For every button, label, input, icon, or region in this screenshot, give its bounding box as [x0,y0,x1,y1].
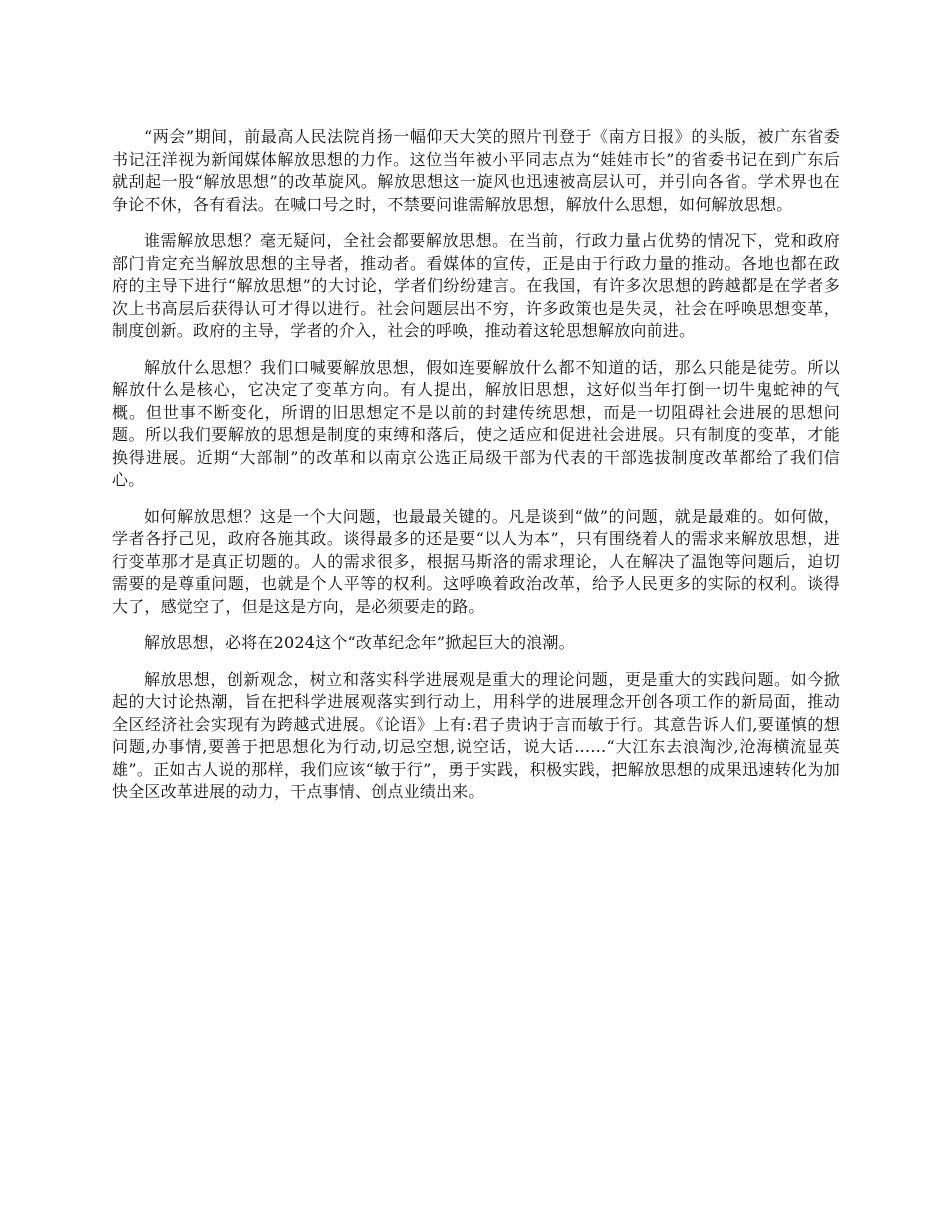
paragraph-6: 解放思想，创新观念，树立和落实科学进展观是重大的理论问题，更是重大的实践问题。如今掀起的大讨论热潮，旨在把科学进展观落实到行动上，用科学的进展理念开创各项工作的新局面，推动全区经济社会实现有为跨越式进展。《论语》上有:君子贵讷于言而敏于行。其意告诉人们,要谨慎的想问题,办事情,要善于把思想化为行动,切忌空想,说空话，说大话……“大江东去浪淘沙,沧海横流显英雄”。正如古人说的那样，我们应该“敏于行”，勇于实践，积极实践，把解放思想的成果迅速转化为加快全区改革进展的动力，干点事情、创点业绩出来。 [112,669,840,801]
paragraph-5: 解放思想，必将在2024这个“改革纪念年”掀起巨大的浪潮。 [144,633,575,652]
paragraph-3: 解放什么思想？我们口喊要解放思想，假如连要解放什么都不知道的话，那么只能是徒劳。所以解放什么是核心，它决定了变革方向。有人提出，解放旧思想，这好似当年打倒一切牛鬼蛇神的气概。但世事不断变化，所谓的旧思想定不是以前的封建传统思想，而是一切阻碍社会进展的思想问题。所以我们要解放的思想是制度的束缚和落后，使之适应和促进社会进展。只有制度的变革，才能换得进展。近期“大部制”的改革和以南京公选正局级干部为代表的干部选拔制度改革都给了我们信心。 [112,357,840,489]
paragraph-4: 如何解放思想？这是一个大问题，也最最关键的。凡是谈到“做”的问题，就是最难的。如何做，学者各抒己见，政府各施其政。谈得最多的还是要“以人为本”，只有围绕着人的需求来解放思想，进行变革那才是真正切题的。人的需求很多，根据马斯洛的需求理论，人在解决了温饱等问题后，迫切需要的是尊重问题，也就是个人平等的权利。这呼唤着政治改革，给予人民更多的实际的权利。谈得大了，感觉空了，但是这是方向，是必须要走的路。 [112,506,840,616]
document-body [112,126,840,818]
paragraph-1: “两会”期间，前最高人民法院肖扬一幅仰天大笑的照片刊登于《南方日报》的头版，被广东省委书记汪洋视为新闻媒体解放思想的力作。这位当年被小平同志点为“娃娃市长”的省委书记在到广东后就刮起一股“解放思想”的改革旋风。解放思想这一旋风也迅速被高层认可，并引向各省。学术界也在争论不休，各有看法。在喊口号之时，不禁要问谁需解放思想，解放什么思想，如何解放思想。 [112,127,840,214]
paragraph-2: 谁需解放思想？毫无疑问，全社会都要解放思想。在当前，行政力量占优势的情况下，党和政府部门肯定充当解放思想的主导者，推动者。看媒体的宣传，正是由于行政力量的推动。各地也都在政府的主导下进行“解放思想”的大讨论，学者们纷纷建言。在我国，有许多次思想的跨越都是在学者多次上书高层后获得认可才得以进行。社会问题层出不穷，许多政策也是失灵，社会在呼唤思想变革，制度创新。政府的主导，学者的介入，社会的呼唤，推动着这轮思想解放向前进。 [112,231,840,340]
